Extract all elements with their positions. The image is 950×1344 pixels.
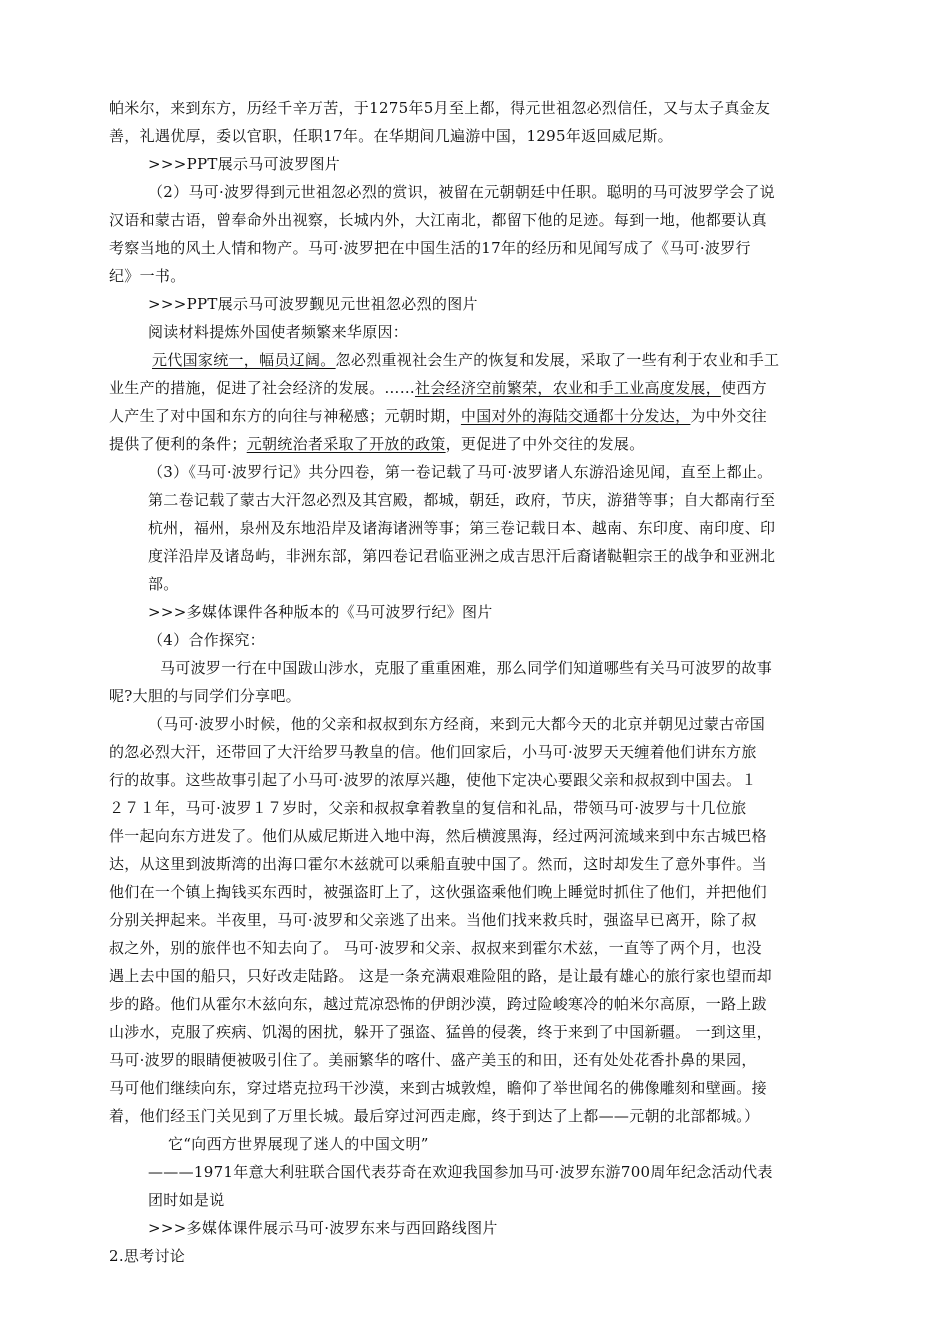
- paragraph-3-line-1: （3）《马可·波罗行记》共分四卷，第一卷记载了马可·波罗诸人东游沿途见闻，直至上都止。: [148, 463, 773, 481]
- story-line-4: ２７１年，马可·波罗１７岁时，父亲和叔叔拿着教皇的复信和礼品，带领马可·波罗与十几位旅: [109, 799, 747, 817]
- material-line-4: [109, 434, 645, 454]
- material-text: 为中外交往: [690, 407, 767, 425]
- story-line-9: 叔之外，别的旅伴也不知去向了。 马可·波罗和父亲、叔叔来到霍尔术兹，一直等了两个月，也没: [109, 939, 762, 957]
- paragraph-4-question-line-1: 马可波罗一行在中国跋山涉水，克服了重重困难，那么同学们知道哪些有关马可波罗的故事: [160, 659, 773, 677]
- story-line-13: 马可·波罗的眼睛便被吸引住了。美丽繁华的喀什、盛产美玉的和田，还有处处花香扑鼻的果园，: [109, 1051, 757, 1069]
- material-line-2: [109, 378, 767, 398]
- media-note-travels-versions: >>>多媒体课件各种版本的《马可波罗行纪》图片: [148, 603, 493, 621]
- paragraph-2-line-1: （2）马可·波罗得到元世祖忽必烈的赏识，被留在元朝朝廷中任职。聪明的马可波罗学会了说: [148, 183, 775, 201]
- paragraph-3-line-4: 度洋沿岸及诸岛屿，非洲东部，第四卷记君临亚洲之成吉思汗后裔诸鞑靼宗王的战争和亚洲北: [148, 547, 776, 565]
- paragraph-intro-line-2: 善，礼遇优厚，委以官职，任职17年。在华期间几遍游中国，1295年返回威尼斯。: [109, 127, 673, 145]
- story-line-1: （马可·波罗小时候，他的父亲和叔叔到东方经商，来到元大都今天的北京并朝见过蒙古帝国: [148, 715, 766, 733]
- story-line-14: 马可他们继续向东，穿过塔克拉玛干沙漠，来到古城敦煌，瞻仰了举世闻名的佛像雕刻和壁画。接: [109, 1079, 767, 1097]
- reading-prompt: 阅读材料提炼外国使者频繁来华原因：: [148, 323, 409, 341]
- material-line-1: [152, 350, 779, 370]
- story-line-8: 分别关押起来。半夜里，马可·波罗和父亲逃了出来。当他们找来救兵时，强盗早已离开，除了叔: [109, 911, 757, 929]
- material-underline-transport: 中国对外的海陆交通都十分发达，: [460, 407, 691, 425]
- quote-line: 它“向西方世界展现了迷人的中国文明”: [168, 1135, 429, 1153]
- paragraph-2-line-3: 考察当地的风土人情和物产。马可·波罗把在中国生活的17年的经历和见闻写成了《马可·波罗行: [109, 239, 751, 257]
- paragraph-4-question-line-2: 呢?大胆的与同学们分享吧。: [109, 687, 301, 705]
- paragraph-2-line-2: 汉语和蒙古语，曾奉命外出视察，长城内外，大江南北，都留下他的足迹。每到一地，他都要认真: [109, 211, 767, 229]
- material-text: 提供了便利的条件；: [109, 435, 247, 453]
- story-line-6: 达，从这里到波斯湾的出海口霍尔木兹就可以乘船直驶中国了。然而，这时却发生了意外事件。当: [109, 855, 767, 873]
- story-line-2: 的忽必烈大汗，还带回了大汗给罗马教皇的信。他们回家后，小马可·波罗天天缠着他们讲东方旅: [109, 743, 757, 761]
- material-text: ，更促进了中外交往的发展。: [445, 435, 645, 453]
- attribution-line-1: ———1971年意大利驻联合国代表芬奇在欢迎我国参加马可·波罗东游700周年纪念活动代表: [148, 1163, 773, 1181]
- ppt-note-marco-polo-image: >>>PPT展示马可波罗图片: [148, 155, 341, 173]
- material-text: 人产生了对中国和东方的向往与神秘感；元朝时期，: [109, 407, 461, 425]
- material-text: 业生产的措施，促进了社会经济的发展。……: [109, 379, 416, 397]
- story-line-12: 山涉水，克服了疾病、饥渴的困扰，躲开了强盗、猛兽的侵袭，终于来到了中国新疆。 一到这里，: [109, 1023, 772, 1041]
- paragraph-3-line-3: 杭州，福州，泉州及东地沿岸及诸海诸洲等事；第三卷记载日本、越南、东印度、南印度、印: [148, 519, 776, 537]
- attribution-line-2: 团时如是说: [148, 1191, 225, 1209]
- story-line-11: 步的路。他们从霍尔木兹向东，越过荒凉恐怖的伊朗沙漠，跨过险峻寒冷的帕米尔高原，一路上跋: [109, 995, 767, 1013]
- paragraph-4-heading: （4）合作探究：: [148, 631, 265, 649]
- story-line-10: 遇上去中国的船只，只好改走陆路。 这是一条充满艰难险阻的路，是让最有雄心的旅行家也望而却: [109, 967, 772, 985]
- material-text: 忽必烈重视社会生产的恢复和发展，采取了一些有利于农业和手工: [335, 351, 780, 369]
- paragraph-2-line-4: 纪》一书。: [109, 267, 186, 285]
- material-underline-unification: 元代国家统一，幅员辽阔。: [152, 351, 336, 369]
- section-heading-discussion: 2.思考讨论: [109, 1247, 186, 1265]
- story-line-7: 他们在一个镇上掏钱买东西时，被强盗盯上了，这伙强盗乘他们晚上睡觉时抓住了他们，并把他们: [109, 883, 767, 901]
- paragraph-3-line-5: 部。: [148, 575, 179, 593]
- story-line-3: 行的故事。这些故事引起了小马可·波罗的浓厚兴趣，使他下定决心要跟父亲和叔叔到中国去。１: [109, 771, 757, 789]
- media-note-route-map: >>>多媒体课件展示马可·波罗东来与西回路线图片: [148, 1219, 498, 1237]
- material-text: 使西方: [721, 379, 767, 397]
- material-underline-prosperity: 社会经济空前繁荣，农业和手工业高度发展，: [415, 379, 722, 397]
- material-line-3: [109, 406, 767, 426]
- ppt-note-kublai-audience: >>>PPT展示马可波罗觐见元世祖忽必烈的图片: [148, 295, 478, 313]
- story-line-15: 着，他们经玉门关见到了万里长城。最后穿过河西走廊，终于到达了上都——元朝的北部都城。）: [109, 1107, 760, 1125]
- paragraph-intro-line-1: 帕米尔，来到东方，历经千辛万苦，于1275年5月至上都，得元世祖忽必烈信任，又与太子真金友: [109, 99, 771, 117]
- paragraph-3-line-2: 第二卷记载了蒙古大汗忽必烈及其宫殿，都城，朝廷，政府，节庆，游猎等事；自大都南行至: [148, 491, 776, 509]
- story-line-5: 伴一起向东方进发了。他们从威尼斯进入地中海，然后横渡黑海，经过两河流域来到中东古城巴格: [109, 827, 767, 845]
- material-underline-open-policy: 元朝统治者采取了开放的政策: [246, 435, 446, 453]
